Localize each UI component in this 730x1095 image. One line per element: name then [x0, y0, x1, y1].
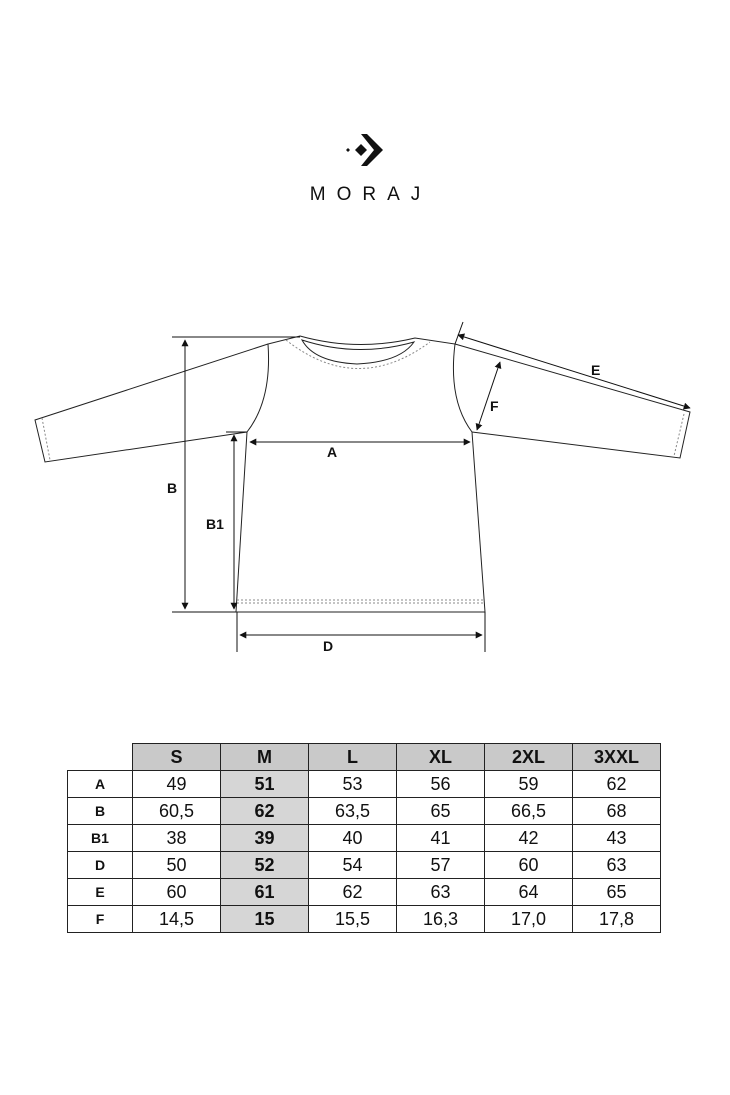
table-row [68, 906, 661, 933]
table-cell: 39 [221, 825, 309, 852]
size-table-body [68, 771, 661, 933]
table-cell: 17,0 [485, 906, 573, 933]
table-cell: 57 [397, 852, 485, 879]
table-cell: 17,8 [573, 906, 661, 933]
table-cell: 15,5 [309, 906, 397, 933]
table-cell: 63 [573, 852, 661, 879]
row-label: B [68, 798, 133, 825]
table-cell: 54 [309, 852, 397, 879]
table-cell: 52 [221, 852, 309, 879]
table-cell: 61 [221, 879, 309, 906]
size-chart-table [67, 743, 661, 933]
table-cell: 16,3 [397, 906, 485, 933]
label-A: A [327, 444, 338, 460]
label-F: F [490, 398, 499, 414]
table-cell: 40 [309, 825, 397, 852]
table-cell: 60,5 [133, 798, 221, 825]
label-B1: B1 [206, 516, 224, 532]
table-cell: 63,5 [309, 798, 397, 825]
table-row [68, 879, 661, 906]
table-cell: 41 [397, 825, 485, 852]
table-cell: 49 [133, 771, 221, 798]
row-label: D [68, 852, 133, 879]
size-header: S [133, 744, 221, 771]
label-E: E [591, 362, 601, 378]
table-cell: 60 [485, 852, 573, 879]
row-label: F [68, 906, 133, 933]
table-cell: 66,5 [485, 798, 573, 825]
label-B: B [167, 480, 178, 496]
table-cell: 56 [397, 771, 485, 798]
table-cell: 59 [485, 771, 573, 798]
table-row [68, 798, 661, 825]
row-label: E [68, 879, 133, 906]
table-cell: 65 [573, 879, 661, 906]
table-cell: 51 [221, 771, 309, 798]
table-cell: 38 [133, 825, 221, 852]
row-label: A [68, 771, 133, 798]
size-header: 2XL [485, 744, 573, 771]
table-cell: 68 [573, 798, 661, 825]
table-corner [68, 744, 133, 771]
size-header: L [309, 744, 397, 771]
table-cell: 15 [221, 906, 309, 933]
table-cell: 53 [309, 771, 397, 798]
size-header: XL [397, 744, 485, 771]
row-label: B1 [68, 825, 133, 852]
table-cell: 43 [573, 825, 661, 852]
table-row [68, 825, 661, 852]
size-header-row [68, 744, 661, 771]
table-cell: 50 [133, 852, 221, 879]
table-cell: 62 [221, 798, 309, 825]
brand-name: MORAJ [309, 184, 432, 205]
label-D: D [323, 638, 334, 654]
table-cell: 42 [485, 825, 573, 852]
table-cell: 62 [309, 879, 397, 906]
measurement-labels [167, 362, 600, 654]
table-row [68, 852, 661, 879]
table-cell: 65 [397, 798, 485, 825]
size-header: 3XXL [573, 744, 661, 771]
table-cell: 64 [485, 879, 573, 906]
table-row [68, 771, 661, 798]
table-cell: 62 [573, 771, 661, 798]
table-cell: 63 [397, 879, 485, 906]
table-cell: 14,5 [133, 906, 221, 933]
size-header: M [221, 744, 309, 771]
table-cell: 60 [133, 879, 221, 906]
